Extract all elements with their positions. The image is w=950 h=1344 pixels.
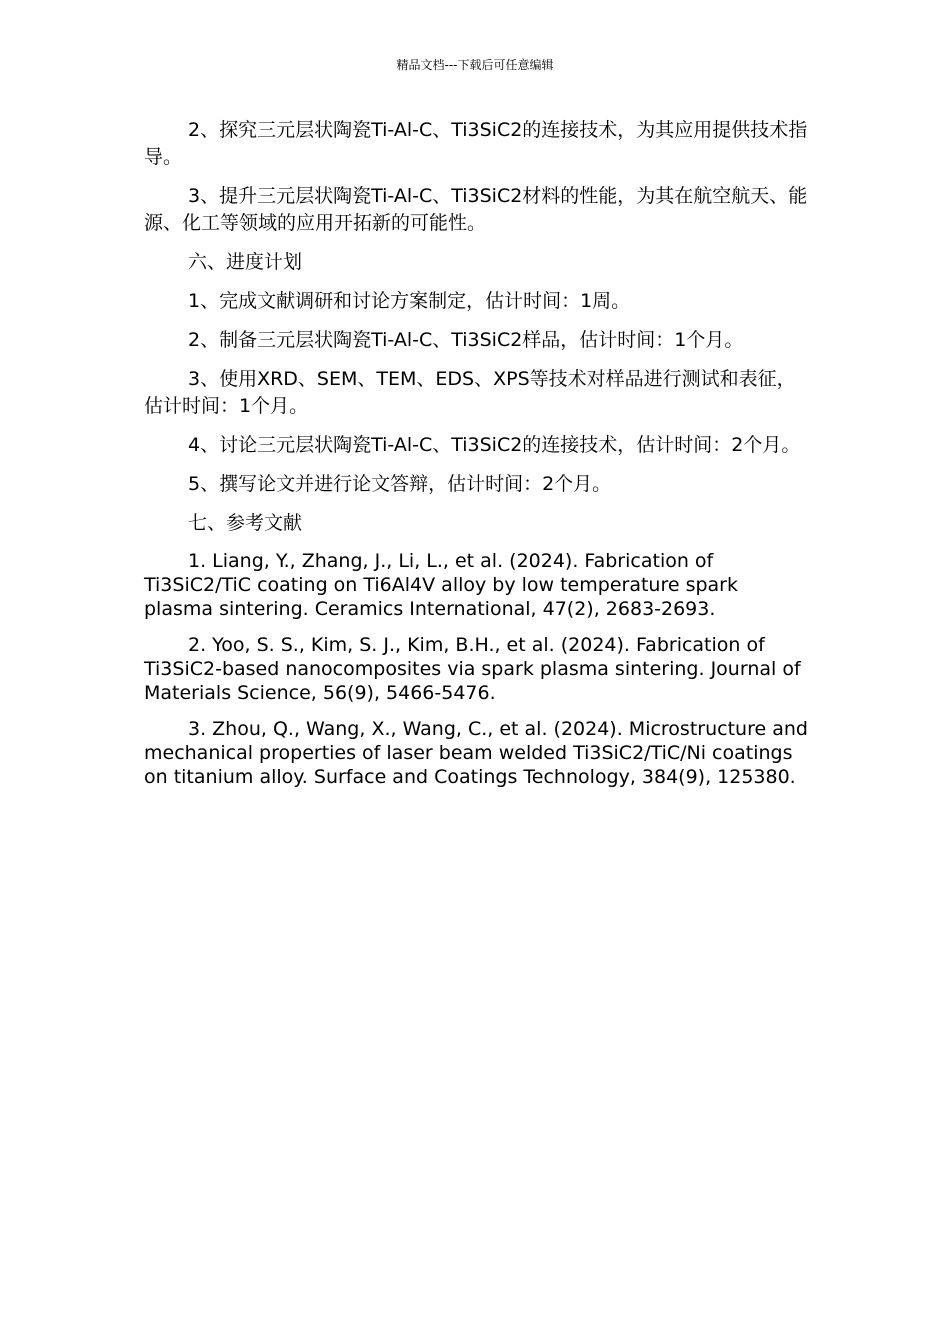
reference-item-2: 2. Yoo, S. S., Kim, S. J., Kim, B.H., et al. (2024). Fabrication of Ti3SiC2-based nanocomposites via spark plasma sintering. Journal of Materials Science, 56(9), 5466-5476. (144, 634, 801, 704)
schedule-item-4: 4、讨论三元层状陶瓷Ti-Al-C、Ti3SiC2的连接技术，估计时间：2个月。 (188, 434, 801, 456)
document-body (144, 117, 808, 801)
section-heading-schedule: 六、进度计划 (188, 251, 303, 273)
schedule-item-5: 5、撰写论文并进行论文答辩，估计时间：2个月。 (188, 473, 612, 495)
schedule-item-1: 1、完成文献调研和讨论方案制定，估计时间：1周。 (188, 290, 631, 312)
goal-paragraph-2: 2、探究三元层状陶瓷Ti-Al-C、Ti3SiC2的连接技术，为其应用提供技术指导。 (144, 119, 808, 168)
schedule-item-2: 2、制备三元层状陶瓷Ti-Al-C、Ti3SiC2样品，估计时间：1个月。 (188, 329, 744, 351)
goal-paragraph-3: 3、提升三元层状陶瓷Ti-Al-C、Ti3SiC2材料的性能，为其在航空航天、能源、化工等领域的应用开拓新的可能性。 (144, 185, 808, 234)
schedule-item-3: 3、使用XRD、SEM、TEM、EDS、XPS等技术对样品进行测试和表征，估计时间：1个月。 (144, 368, 796, 417)
page-header: 精品文档---下载后可任意编辑 (396, 58, 554, 72)
reference-item-3: 3. Zhou, Q., Wang, X., Wang, C., et al. (2024). Microstructure and mechanical properties of laser beam welded Ti3SiC2/TiC/Ni coatings on titanium alloy. Surface and Coatings Technology, 384(9), 125380. (144, 718, 808, 788)
reference-item-1: 1. Liang, Y., Zhang, J., Li, L., et al. (2024). Fabrication of Ti3SiC2/TiC coating on Ti6Al4V alloy by low temperature spark plasma sintering. Ceramics International, 47(2), 2683-2693. (144, 550, 738, 620)
section-heading-references: 七、参考文献 (188, 512, 303, 534)
